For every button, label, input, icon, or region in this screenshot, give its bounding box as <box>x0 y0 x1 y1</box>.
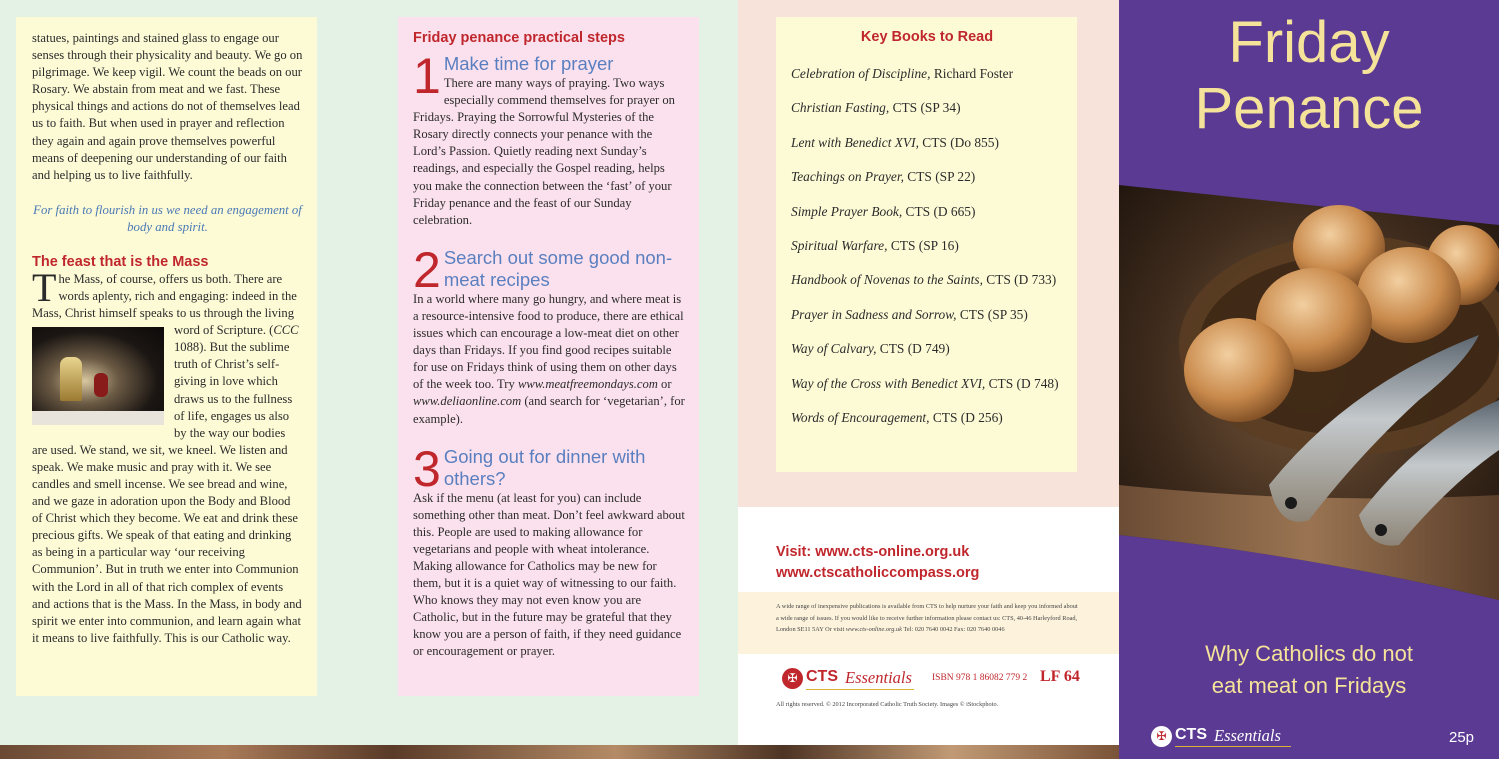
visit-link-cts[interactable]: Visit: www.cts-online.org.uk <box>776 544 970 560</box>
step-number: 1 <box>413 48 441 104</box>
book-item: Prayer in Sadness and Sorrow, CTS (SP 35) <box>791 306 1028 322</box>
step-body: In a world where many go hungry, and where meat is a resource-intensive food to produce, there are ethical issues which can encourage a low-meat diet on other days than Fridays. If you find good recipes suitable for use on Fridays think of using them on other days of the week too. Try www.meatfreemondays.com or www.deliaonline.com (and search for ‘vegetarian’, for example). <box>413 291 685 426</box>
publisher-row: ✠ CTS Essentials ISBN 978 1 86082 779 2 LF 64 <box>782 667 1102 691</box>
step-body: Ask if the menu (at least for you) can include something other than meat. Don’t feel awkward about this. People are used to making allowance for vegetarians and people with wheat intolerance. Making allowance for Catholics may be new for them, but it is a quiet way of witnessing to our faith. Who knows they may not even know you are Catholic, but in the future may be grateful that they know you are a person of faith, if they need guidance or encouragement or prayer. <box>413 490 685 659</box>
cover-cts-logo: ✠ CTS Essentials <box>1151 724 1301 750</box>
book-item: Handbook of Novenas to the Saints, CTS (D 733) <box>791 272 1057 288</box>
book-item: Way of Calvary, CTS (D 749) <box>791 341 950 357</box>
mass-heading: The feast that is the Mass <box>32 253 209 270</box>
contact-area <box>738 507 1119 745</box>
steps-box <box>398 17 699 696</box>
panel-practical-steps <box>370 0 738 759</box>
price: 25p <box>1449 729 1475 746</box>
info-link[interactable]: www.cts-online.org.uk <box>845 626 902 633</box>
cover-title: Friday Penance <box>1194 10 1424 141</box>
book-item: Celebration of Discipline, Richard Foster <box>791 66 1014 81</box>
product-code: LF 64 <box>1040 668 1080 685</box>
visit-links <box>776 542 979 584</box>
mass-paragraph: The Mass, of course, offers us both. There are words aplenty, rich and engaging: indeed in the Mass, Christ himself speaks to us through the living word of Scripture. (CCC 1088). But the sublime truth of Christ’s self-giving in love which draws us to the fullness of life, engages us also by the way our bodies are used. We stand, we sit, we kneel. We listen and speak. We make music and pray with it. We see candles and smell incense. We see bread and wine, and we gaze in adoration upon the Body and Blood of Christ which they become. We eat and drink these precious gifts. We speak of that eating and drinking as being in a particular way ‘our receiving Communion’. But in truth we enter into Communion with the Lord in all of that rich complex of events and actions that is the Mass. In the Mass, in body and spirit we enter into communion, and learn again what it means to live faithfully. This is our Catholic way. <box>32 264 302 645</box>
step-2 <box>413 241 685 428</box>
step-number: 3 <box>413 440 441 497</box>
delia-link[interactable]: www.deliaonline.com <box>413 394 522 409</box>
info-strip: A wide range of inexpensive publications is available from CTS to help nurture your faith and keep you informed about a wide range of issues. If you would like to receive further information please contact us: CTS, 40-46 Harleyford Road, London SE11 5AY Or visit www.cts-online.org.uk Tel: 020 7640 0042 Fax: 020 7640 0046 <box>738 592 1119 654</box>
pull-quote: For faith to flourish in us we need an engagement of body and spirit. <box>33 202 302 234</box>
books-box <box>776 17 1077 472</box>
bottom-photo-strip <box>0 745 1119 759</box>
step-1 <box>413 48 685 229</box>
mass-text-b: 1088). But the sublime truth of Christ’s self-giving in love which draws us to the fullness of life, engages us also by the way our bodies are used. We stand, we sit, we kneel. We listen and speak. We make music and pray with it. We see candles and smell incense. We see bread and wine, and we gaze in adoration upon the Body and Blood of Christ which they become. We eat and drink these precious gifts. We speak of that eating and drinking as being in a particular way ‘our receiving Communion’. But in truth we enter into Communion with the Lord in all of that rich complex of events and actions that is the Mass. In the Mass, in body and spirit we enter into communion, and learn again what it means to live faithfully. This is our Catholic way. <box>32 340 302 645</box>
cover-tagline: Why Catholics do not eat meat on Fridays <box>1205 641 1413 698</box>
books-title: Key Books to Read <box>860 29 994 45</box>
book-item: Lent with Benedict XVI, CTS (Do 855) <box>791 134 999 150</box>
rights-notice: All rights reserved. © 2012 Incorporated Catholic Truth Society. Images © iStockphoto. <box>776 701 999 708</box>
meatfree-link[interactable]: www.meatfreemondays.com <box>517 377 658 392</box>
steps-heading: Friday penance practical steps <box>413 30 625 46</box>
bread-and-fish-photo <box>1119 185 1499 600</box>
isbn: ISBN 978 1 86082 779 2 <box>932 673 1028 683</box>
mass-text-box <box>16 17 317 696</box>
book-item: Teachings on Prayer, CTS (SP 22) <box>791 169 976 185</box>
step-body: There are many ways of praying. Two ways especially commend themselves for prayer on Fridays. Praying the Sorrowful Mysteries of the Rosary directly connects your penance with the Lord’s Passion. Quietly reading next Sunday’s readings, and especially the Gospel reading, helps you make the connection between the ‘fast’ of your Friday penance and the feast of our Sunday celebration. <box>413 76 675 227</box>
book-item: Words of Encouragement, CTS (D 256) <box>791 409 1003 425</box>
book-item: Simple Prayer Book, CTS (D 665) <box>791 203 976 219</box>
panel-books <box>738 0 1119 759</box>
cts-emblem-icon: ✠ <box>782 668 803 689</box>
cts-emblem-icon: ✠ <box>1151 726 1172 747</box>
book-item: Way of the Cross with Benedict XVI, CTS (D 748) <box>791 375 1059 391</box>
step-3 <box>413 440 685 661</box>
step-title: Make time for prayer <box>443 53 614 74</box>
intro-paragraph: statues, paintings and stained glass to engage our senses through their physicality and beauty. We go on pilgrimage. We keep vigil. We count the beads on our Rosary. We abstain from meat and we fast. These physical things and actions do not of themselves lead us to faith. But when used in prayer and reflection they again and again prove themselves powerful means of deepening our understanding of our faith and helping us to live faithfully. <box>32 31 303 182</box>
book-item: Christian Fasting, CTS (SP 34) <box>791 100 961 116</box>
book-item: Spiritual Warfare, CTS (SP 16) <box>791 237 959 253</box>
panel-faith-mass <box>0 0 370 759</box>
visit-link-compass[interactable]: www.ctscatholiccompass.org <box>776 565 980 581</box>
drop-cap: T <box>32 264 57 310</box>
step-number: 2 <box>413 241 441 298</box>
book-list <box>791 65 1063 426</box>
cover-panel <box>1119 0 1499 759</box>
chalice-photo <box>32 327 164 425</box>
step-title: Search out some good non-meat recipes <box>443 246 673 290</box>
step-title: Going out for dinner with others? <box>443 445 646 489</box>
